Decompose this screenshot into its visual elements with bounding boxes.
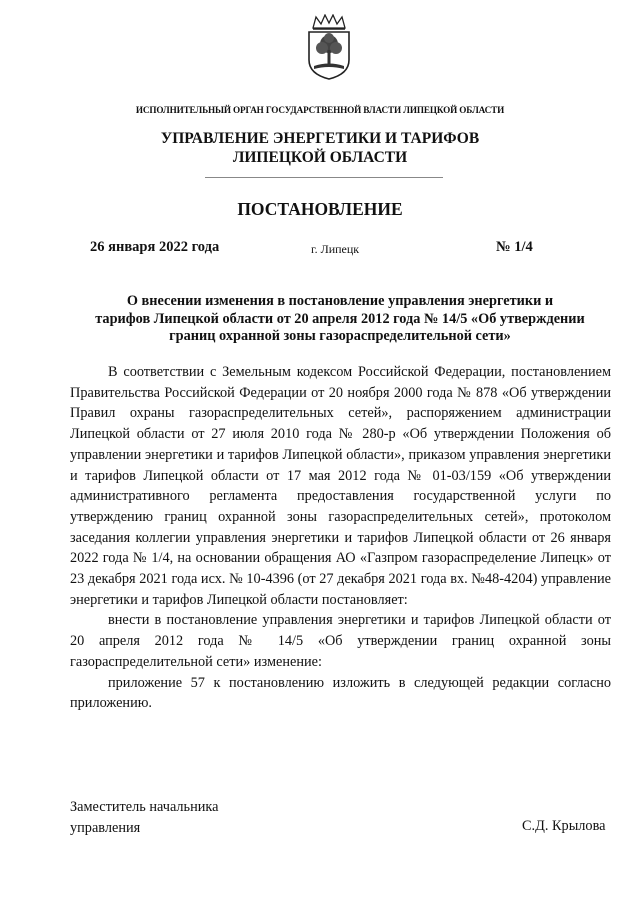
signatory-position-line2: управления <box>70 819 141 836</box>
title-line: О внесении изменения в постановление управления энергетики и <box>126 293 554 309</box>
organization-name-line2: ЛИПЕЦКОЙ ОБЛАСТИ <box>232 149 408 166</box>
body-paragraph-preamble: В соответствии с Земельным кодексом Российской Федерации, постановлением Правительства Российской Федерации от 20 ноября 2000 года № 878 «Об утверждении Правил охраны газораспределительных сетей», распоряжением администрации Липецкой области от 27 июля 2010 года № 280-р «Об утверждении Положения об управлении энергетики и тарифов Липецкой области», приказом управления энергетики и тарифов Липецкой области от 17 мая 2012 года № 01-03/159 «Об утверждении административного регламента предоставления государственной услуги по утверждению границ охранной зоны газораспределительных сетей», протоколом заседания коллегии управления энергетики и тарифов Липецкой области от 26 января 2022 года № 1/4, на основании обращения АО «Газпром газораспределение Липецк» от 23 декабря 2021 года исх. № 10-4396 (от 27 декабря 2021 года вх. №48-4204) управление энергетики и тарифов Липецкой области постановляет: <box>70 364 611 608</box>
document-body <box>70 362 611 714</box>
signatory-position <box>70 797 218 838</box>
document-title <box>70 293 610 346</box>
coat-of-arms-icon <box>303 14 355 80</box>
title-line: границ охранной зоны газораспределительной сети» <box>169 328 511 344</box>
title-line: тарифов Липецкой области от 20 апреля 2012 года № 14/5 «Об утверждении <box>95 310 585 327</box>
signatory-position-line1: Заместитель начальника <box>70 799 219 815</box>
document-city: г. Липецк <box>311 242 360 256</box>
document-date: 26 января 2022 года <box>90 239 220 255</box>
signatory-name: С.Д. Крылова <box>522 818 606 834</box>
organization-name-line1: УПРАВЛЕНИЕ ЭНЕРГЕТИКИ И ТАРИФОВ <box>160 130 480 147</box>
document-number: № 1/4 <box>496 239 533 255</box>
header-divider <box>205 177 443 178</box>
body-paragraph-appendix: приложение 57 к постановлению изложить в следующей редакции согласно приложению. <box>70 674 611 712</box>
body-paragraph-amendment: внести в постановление управления энергетики и тарифов Липецкой области от 20 апреля 2012 года № 14/5 «Об утверждении границ охранной зоны газораспределительной сети» изменение: <box>70 612 611 670</box>
authority-line: ИСПОЛНИТЕЛЬНЫЙ ОРГАН ГОСУДАРСТВЕННОЙ ВЛАСТИ ЛИПЕЦКОЙ ОБЛАСТИ <box>135 105 505 115</box>
document-type: ПОСТАНОВЛЕНИЕ <box>237 199 403 219</box>
